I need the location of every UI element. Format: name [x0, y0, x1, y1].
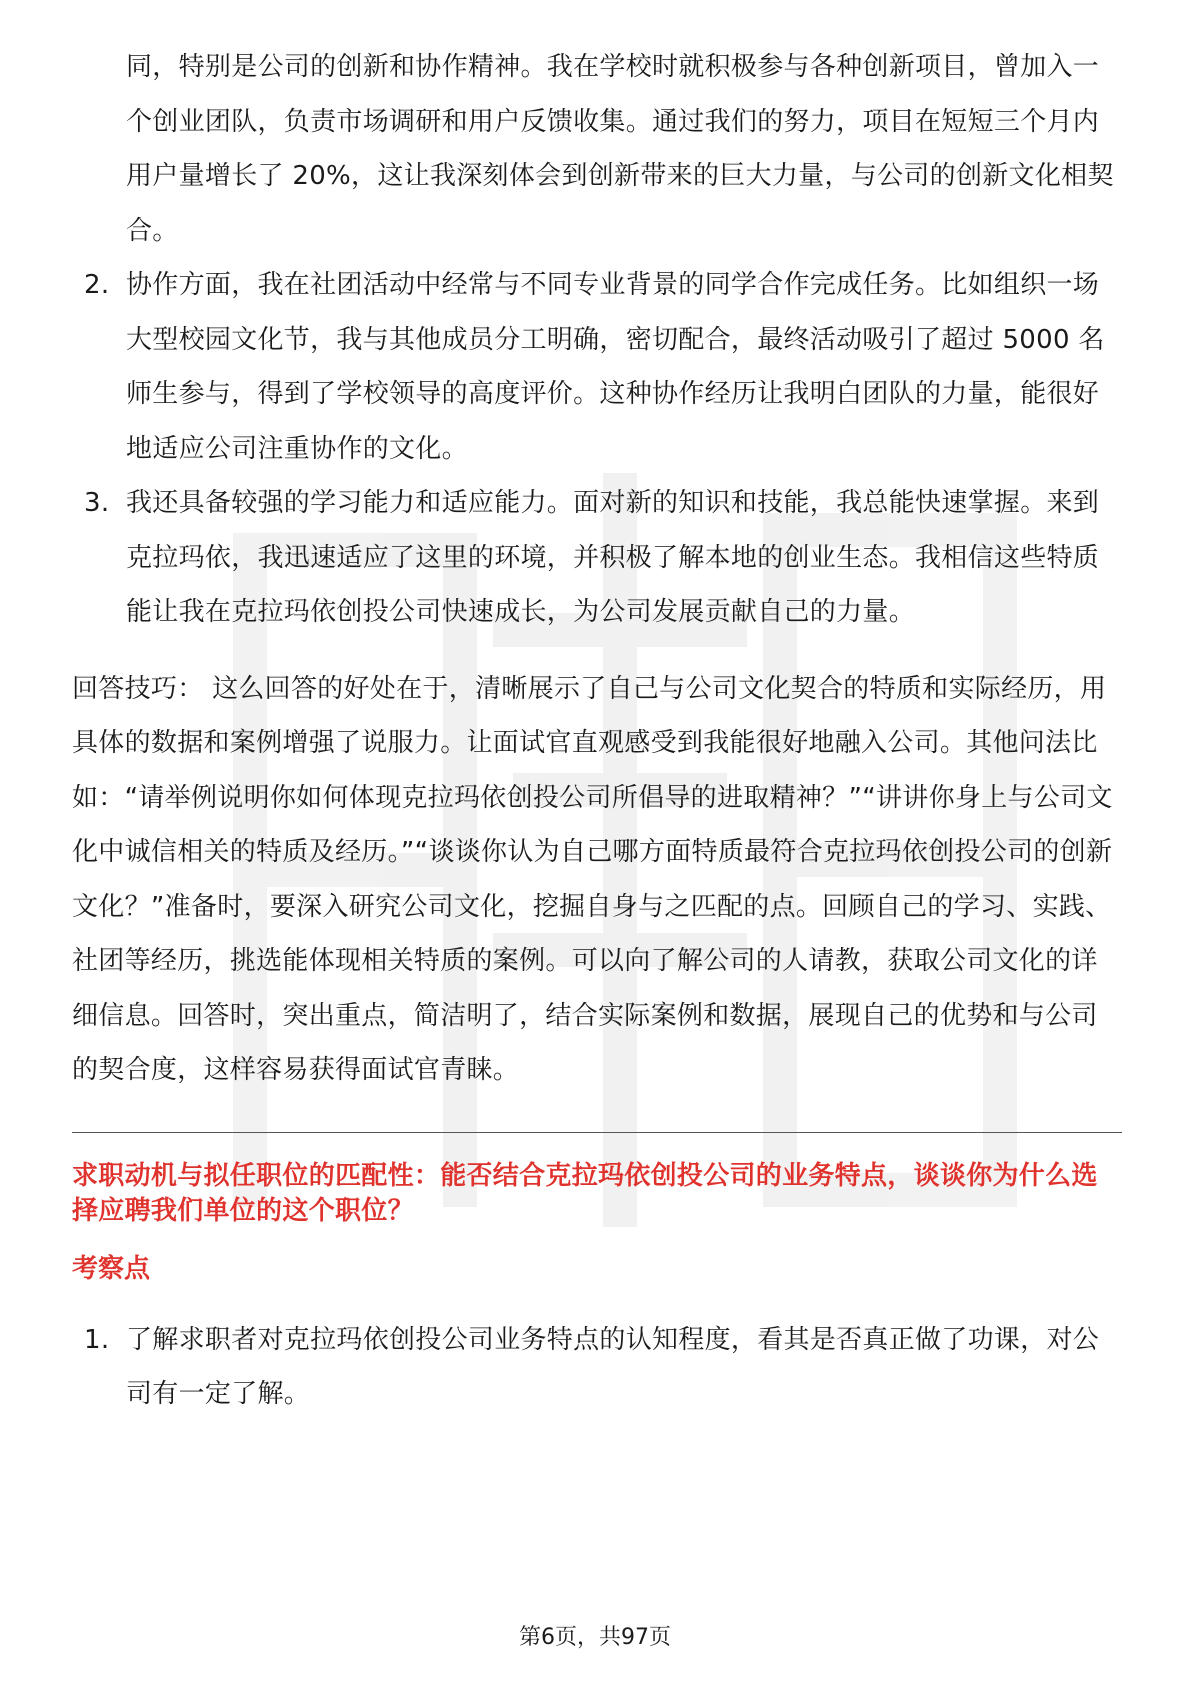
section-divider [72, 1132, 1122, 1133]
section-subtitle: 考察点 [72, 1253, 151, 1284]
list-item [72, 258, 1122, 476]
list-assessment-points [72, 1313, 1122, 1422]
list-item-number: 3. [84, 488, 110, 518]
list-top [72, 40, 1122, 640]
list-item-number: 2. [84, 270, 110, 300]
list-item-text: 我还具备较强的学习能力和适应能力。面对新的知识和技能，我总能快速掌握。来到克拉玛依，我迅速适应了这里的环境，并积极了解本地的创业生态。我相信这些特质能让我在克拉玛依创投公司快速成长，为公司发展贡献自己的力量。 [126, 488, 1100, 627]
list-item [72, 40, 1122, 258]
list-item-text: 协作方面，我在社团活动中经常与不同专业背景的同学合作完成任务。比如组织一场大型校园文化节，我与其他成员分工明确，密切配合，最终活动吸引了超过 5000 名师生参与，得到了学校领导的高度评价。这种协作经历让我明白团队的力量，能很好地适应公司注重协作的文化。 [126, 270, 1105, 464]
page-footer: 第6页，共97页 [519, 1625, 671, 1650]
list-item [72, 1313, 1122, 1422]
answer-tips-paragraph: 回答技巧： 这么回答的好处在于，清晰展示了自己与公司文化契合的特质和实际经历，用具体的数据和案例增强了说服力。让面试官直观感受到我能很好地融入公司。其他问法比如：“请举例说明你如何体现克拉玛依创投公司所倡导的进取精神？”“讲讲你身上与公司文化中诚信相关的特质及经历。”“谈谈你认为自己哪方面特质最符合克拉玛依创投公司的创新文化？”准备时，要深入研究公司文化，挖掘自身与之匹配的点。回顾自己的学习、实践、社团等经历，挑选能体现相关特质的案例。可以向了解公司的人请教，获取公司文化的详细信息。回答时，突出重点，简洁明了，结合实际案例和数据，展现自己的优势和与公司的契合度，这样容易获得面试官青睐。 [72, 673, 1113, 1085]
list-item-text: 同，特别是公司的创新和协作精神。我在学校时就积极参与各种创新项目，曾加入一个创业团队，负责市场调研和用户反馈收集。通过我们的努力，项目在短短三个月内用户量增长了 20%，这让我深刻体会到创新带来的巨大力量，与公司的创新文化相契合。 [126, 52, 1114, 246]
list-item-text: 了解求职者对克拉玛依创投公司业务特点的认知程度，看其是否真正做了功课，对公司有一定了解。 [126, 1324, 1100, 1409]
question-title: 求职动机与拟任职位的匹配性：能否结合克拉玛依创投公司的业务特点，谈谈你为什么选择应聘我们单位的这个职位？ [72, 1160, 1098, 1226]
page-content [72, 40, 1122, 1422]
list-item-number: 1. [84, 1324, 110, 1355]
list-item [72, 476, 1122, 640]
